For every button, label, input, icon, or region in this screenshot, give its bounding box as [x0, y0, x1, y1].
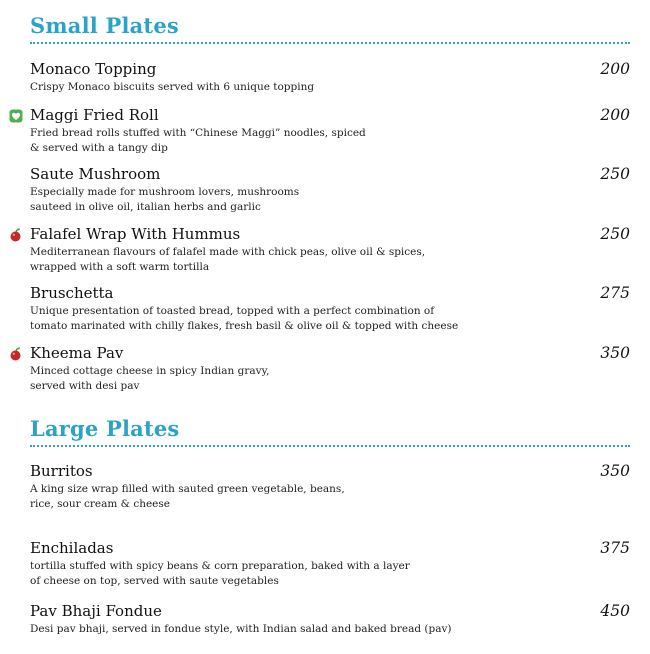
item-price: 200	[600, 106, 630, 124]
item-price: 450	[600, 602, 630, 620]
section-divider	[30, 445, 630, 447]
item-description: Crispy Monaco biscuits served with 6 unique topping	[30, 81, 315, 93]
item-name: Monaco Topping	[30, 60, 157, 78]
item-price: 250	[600, 225, 630, 243]
item-name: Enchiladas	[30, 539, 114, 557]
menu-item-falafel-wrap	[30, 225, 630, 275]
item-description: Especially made for mushroom lovers, mushrooms sauteed in olive oil, italian herbs and garlic	[30, 186, 300, 213]
red-cherry-icon	[9, 347, 23, 361]
item-price: 350	[600, 344, 630, 362]
menu-item-burritos	[30, 462, 630, 512]
item-description: Unique presentation of toasted bread, topped with a perfect combination of tomato marinated with chilly flakes, fresh basil & olive oil & topped with cheese	[30, 305, 459, 332]
item-name: Bruschetta	[30, 284, 114, 302]
menu-item-maggi-fried-roll	[30, 106, 630, 156]
item-price: 275	[600, 284, 630, 302]
menu-item-pav-bhaji-fondue	[30, 602, 630, 637]
red-cherry-icon	[9, 228, 23, 242]
menu-item-monaco-topping	[30, 60, 630, 95]
item-description: A king size wrap filled with sauted green vegetable, beans, rice, sour cream & cheese	[30, 483, 345, 510]
item-name: Falafel Wrap With Hummus	[30, 225, 241, 243]
small-plates-section	[30, 12, 630, 44]
item-description: tortilla stuffed with spicy beans & corn preparation, baked with a layer of cheese on top, served with saute vegetables	[30, 560, 410, 587]
section-title-small-plates: Small Plates	[30, 13, 179, 38]
menu-item-kheema-pav	[30, 344, 630, 394]
large-plates-section	[30, 415, 630, 447]
item-description: Minced cottage cheese in spicy Indian gravy, served with desi pav	[30, 365, 270, 392]
item-name: Kheema Pav	[30, 344, 124, 362]
item-name: Burritos	[30, 462, 93, 480]
item-price: 200	[600, 60, 630, 78]
item-price: 350	[600, 462, 630, 480]
item-description: Fried bread rolls stuffed with “Chinese Maggi” noodles, spiced & served with a tangy dip	[30, 127, 366, 154]
item-price: 250	[600, 165, 630, 183]
item-name: Pav Bhaji Fondue	[30, 602, 162, 620]
menu-item-bruschetta	[30, 284, 630, 334]
item-description: Mediterranean flavours of falafel made with chick peas, olive oil & spices, wrapped with a soft warm tortilla	[30, 246, 426, 273]
section-divider	[30, 42, 630, 44]
menu-item-saute-mushroom	[30, 165, 630, 215]
item-price: 375	[600, 539, 630, 557]
menu-item-enchiladas	[30, 539, 630, 589]
item-name: Saute Mushroom	[30, 165, 161, 183]
item-name: Maggi Fried Roll	[30, 106, 159, 124]
green-heart-icon	[9, 109, 23, 123]
item-description: Desi pav bhaji, served in fondue style, with Indian salad and baked bread (pav)	[30, 623, 452, 635]
section-title-large-plates: Large Plates	[30, 416, 180, 441]
